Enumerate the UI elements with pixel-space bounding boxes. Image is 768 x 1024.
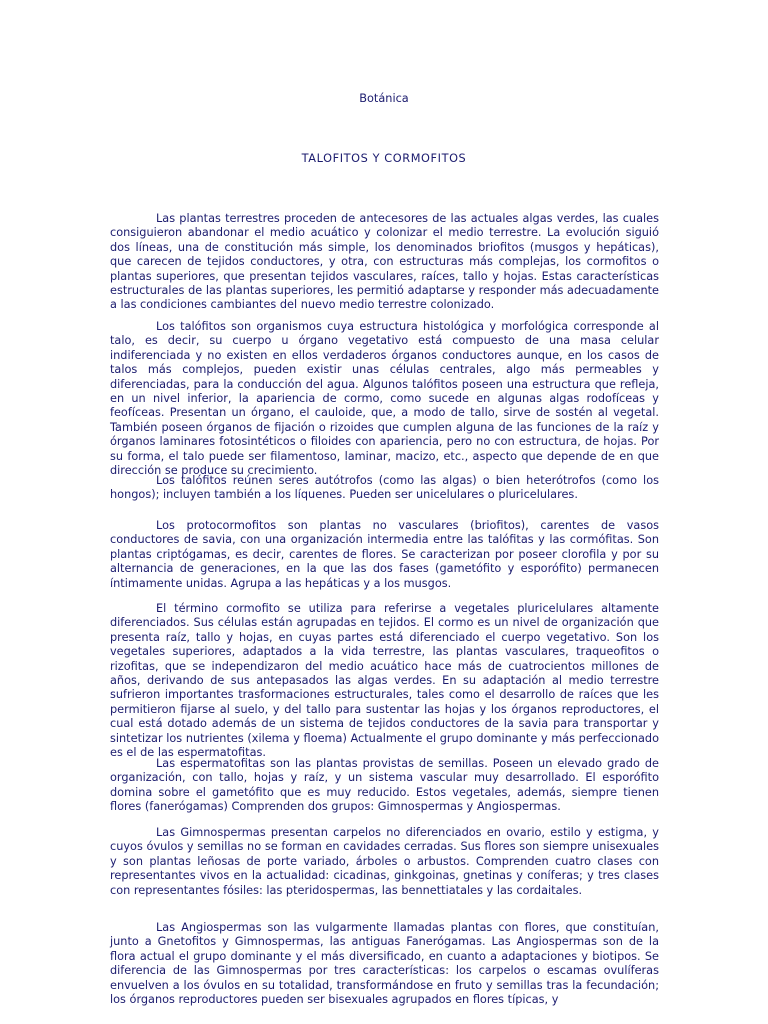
document-title: Botánica <box>359 92 409 105</box>
paragraph-7: Las Gimnospermas presentan carpelos no diferenciados en ovario, estilo y estigma, y cuyos óvulos y semillas no se forman en cavidades cerradas. Sus flores son siempre unisexuales y son plantas leñosas de porte variado, árboles o arbustos. Comprenden cuatro clases con representantes vivos en la actualidad: cicadinas, ginkgoinas, gnetinas y coníferas; y tres clases con representantes fósiles: las pteridospermas, las bennettiatales y las cordaitales. <box>110 826 659 897</box>
paragraph-3: Los talófitos reúnen seres autótrofos (como las algas) o bien heterótrofos (como los hongos); incluyen también a los líquenes. Pueden ser unicelulares o pluricelulares. <box>110 474 659 502</box>
paragraph-4: Los protocormofitos son plantas no vasculares (briofitos), carentes de vasos conductores de savia, con una organización intermedia entre las talófitas y las cormófitas. Son plantas criptógamas, es decir, carentes de flores. Se caracterizan por poseer clorofila y por su alternancia de generaciones, en la que las dos fases (gametófito y esporófito) permanecen íntimamente unidas. Agrupa a las hepáticas y a los musgos. <box>110 519 659 590</box>
document-subtitle: TALOFITOS Y CORMOFITOS <box>301 152 467 165</box>
paragraph-8: Las Angiospermas son las vulgarmente llamadas plantas con flores, que constituían, junto a Gnetofitos y Gimnospermas, las antiguas Fanerógamas. Las Angiospermas son de la flora actual el grupo dominante y el más diversificado, en cuanto a adaptaciones y biotipos. Se diferencia de las Gimnospermas por tres características: los carpelos o escamas ovulíferas envuelven a los óvulos en su totalidad, transformándose en fruto y semillas tras la fecundación; los órganos reproductores pueden ser bisexuales agrupados en flores típicas, y <box>110 921 659 1007</box>
paragraph-5: El término cormofito se utiliza para referirse a vegetales pluricelulares altamente diferenciados. Sus células están agrupadas en tejidos. El cormo es un nivel de organización que presenta raíz, tallo y hojas, en cuyas partes está diferenciado el cuerpo vegetativo. Son los vegetales superiores, adaptados a la vida terrestre, las plantas vasculares, traqueofitos o rizofitas, que se independizaron del medio acuático hace más de cuatrocientos millones de años, derivando de sus antepasados las algas verdes. En su adaptación al medio terrestre sufrieron importantes trasformaciones estructurales, tales como el desarrollo de raíces que les permitieron fijarse al suelo, y del tallo para sustentar las hojas y los órganos reproductores, el cual está dotado además de un sistema de tejidos conductores de la savia para transportar y sintetizar los nutrientes (xilema y floema) Actualmente el grupo dominante y más perfeccionado es el de las espermatofitas. <box>110 602 659 760</box>
paragraph-1: Las plantas terrestres proceden de antecesores de las actuales algas verdes, las cuales consiguieron abandonar el medio acuático y colonizar el medio terrestre. La evolución siguió dos líneas, una de constitución más simple, los denominados briofitos (musgos y hepáticas), que carecen de tejidos conductores, y otra, con estructuras más complejas, los cormofitos o plantas superiores, que presentan tejidos vasculares, raíces, tallo y hojas. Estas características estructurales de las plantas superiores, les permitió adaptarse y responder más adecuadamente a las condiciones cambiantes del nuevo medio terrestre colonizado. <box>110 212 659 312</box>
paragraph-2: Los talófitos son organismos cuya estructura histológica y morfológica corresponde al talo, es decir, su cuerpo u órgano vegetativo está compuesto de una masa celular indiferenciada y no existen en ellos verdaderos órganos conductores aunque, en los casos de talos más complejos, pueden existir unas células centrales, algo más permeables y diferenciadas, para la conducción del agua. Algunos talófitos poseen una estructura que refleja, en un nivel inferior, la apariencia de cormo, como sucede en algunas algas rodofíceas y feofíceas. Presentan un órgano, el cauloide, que, a modo de tallo, sirve de sostén al vegetal. También poseen órganos de fijación o rizoides que cumplen alguna de las funciones de la raíz y órganos laminares fotosintéticos o filoides con apariencia, pero no con estructura, de hojas. Por su forma, el talo puede ser filamentoso, laminar, macizo, etc., aspecto que depende de en que dirección se produce su crecimiento. <box>110 320 659 478</box>
paragraph-6: Las espermatofitas son las plantas provistas de semillas. Poseen un elevado grado de organización, con tallo, hojas y raíz, y un sistema vascular muy desarrollado. El esporófito domina sobre el gametófito que es muy reducido. Estos vegetales, además, siempre tienen flores (fanerógamas) Comprenden dos grupos: Gimnospermas y Angiospermas. <box>110 757 659 814</box>
